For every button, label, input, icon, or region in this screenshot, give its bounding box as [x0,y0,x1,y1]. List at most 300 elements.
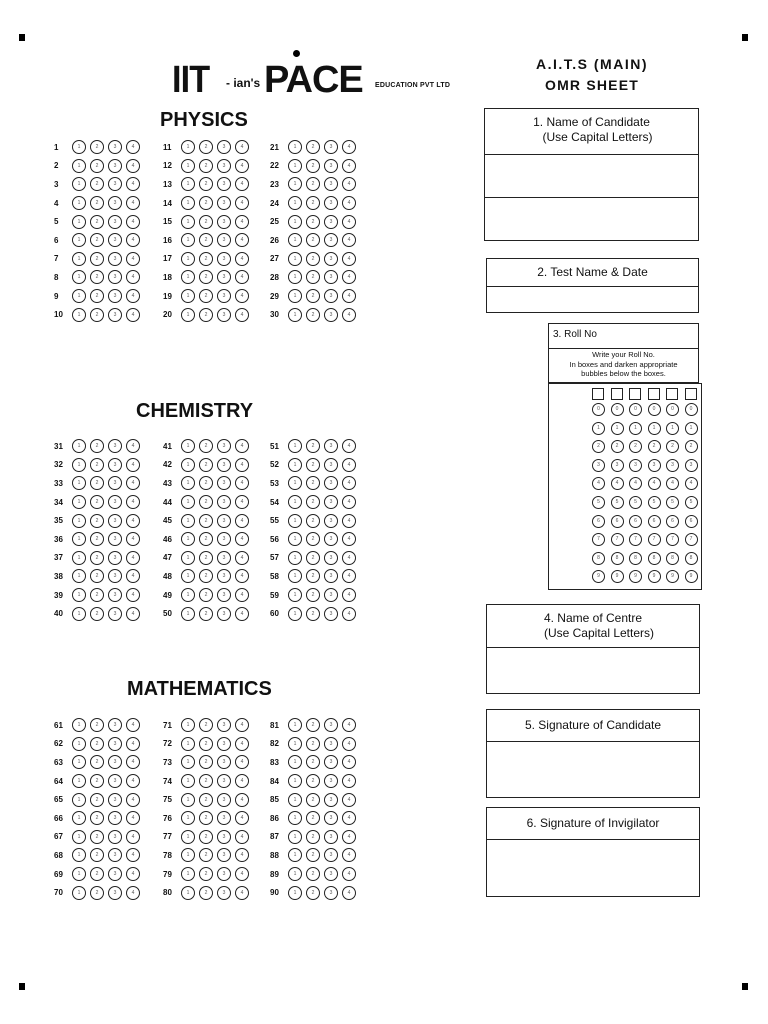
answer-bubble[interactable]: 3 [324,774,338,788]
answer-bubble[interactable]: 1 [288,848,302,862]
answer-bubble[interactable]: 4 [342,514,356,528]
answer-bubble[interactable]: 4 [342,196,356,210]
answer-bubble[interactable]: 1 [72,607,86,621]
answer-bubble[interactable]: 3 [324,270,338,284]
roll-no-digit-bubble[interactable]: 2 [685,440,698,453]
answer-bubble[interactable]: 2 [306,551,320,565]
answer-bubble[interactable]: 2 [199,737,213,751]
answer-bubble[interactable]: 2 [306,458,320,472]
answer-bubble[interactable]: 1 [72,569,86,583]
answer-bubble[interactable]: 3 [217,886,231,900]
candidate-name-line2-field[interactable] [485,198,698,240]
answer-bubble[interactable]: 3 [108,514,122,528]
roll-no-digit-bubble[interactable]: 3 [648,459,661,472]
answer-bubble[interactable]: 2 [199,458,213,472]
answer-bubble[interactable]: 3 [108,177,122,191]
answer-bubble[interactable]: 2 [306,830,320,844]
answer-bubble[interactable]: 2 [199,177,213,191]
answer-bubble[interactable]: 2 [306,476,320,490]
roll-no-digit-bubble[interactable]: 4 [629,477,642,490]
answer-bubble[interactable]: 3 [324,233,338,247]
roll-no-digit-bubble[interactable]: 2 [629,440,642,453]
answer-bubble[interactable]: 4 [342,532,356,546]
answer-bubble[interactable]: 2 [90,793,104,807]
answer-bubble[interactable]: 1 [181,458,195,472]
roll-no-digit-bubble[interactable]: 9 [592,570,605,583]
answer-bubble[interactable]: 3 [324,830,338,844]
roll-no-digit-bubble[interactable]: 7 [611,533,624,546]
roll-no-digit-bubble[interactable]: 0 [685,403,698,416]
roll-no-digit-bubble[interactable]: 1 [648,422,661,435]
answer-bubble[interactable]: 3 [108,159,122,173]
answer-bubble[interactable]: 3 [108,588,122,602]
answer-bubble[interactable]: 4 [342,830,356,844]
answer-bubble[interactable]: 3 [217,848,231,862]
answer-bubble[interactable]: 1 [72,811,86,825]
answer-bubble[interactable]: 4 [126,289,140,303]
answer-bubble[interactable]: 2 [199,215,213,229]
answer-bubble[interactable]: 4 [126,308,140,322]
answer-bubble[interactable]: 3 [108,495,122,509]
answer-bubble[interactable]: 4 [342,177,356,191]
answer-bubble[interactable]: 4 [235,569,249,583]
answer-bubble[interactable]: 3 [217,811,231,825]
answer-bubble[interactable]: 2 [306,495,320,509]
answer-bubble[interactable]: 2 [90,458,104,472]
answer-bubble[interactable]: 1 [72,495,86,509]
answer-bubble[interactable]: 3 [108,848,122,862]
answer-bubble[interactable]: 2 [90,588,104,602]
answer-bubble[interactable]: 2 [199,233,213,247]
answer-bubble[interactable]: 4 [342,551,356,565]
roll-no-digit-bubble[interactable]: 8 [592,552,605,565]
answer-bubble[interactable]: 4 [342,140,356,154]
answer-bubble[interactable]: 3 [324,177,338,191]
answer-bubble[interactable]: 2 [199,830,213,844]
answer-bubble[interactable]: 1 [181,569,195,583]
answer-bubble[interactable]: 4 [235,830,249,844]
answer-bubble[interactable]: 4 [342,607,356,621]
answer-bubble[interactable]: 4 [235,774,249,788]
roll-no-digit-bubble[interactable]: 5 [592,496,605,509]
answer-bubble[interactable]: 2 [199,308,213,322]
answer-bubble[interactable]: 3 [108,196,122,210]
answer-bubble[interactable]: 3 [108,476,122,490]
answer-bubble[interactable]: 4 [342,252,356,266]
answer-bubble[interactable]: 2 [306,215,320,229]
answer-bubble[interactable]: 4 [342,233,356,247]
answer-bubble[interactable]: 2 [306,289,320,303]
answer-bubble[interactable]: 4 [235,811,249,825]
answer-bubble[interactable]: 1 [288,607,302,621]
answer-bubble[interactable]: 2 [199,551,213,565]
roll-no-digit-bubble[interactable]: 0 [666,403,679,416]
answer-bubble[interactable]: 3 [108,439,122,453]
roll-no-digit-bubble[interactable]: 6 [648,515,661,528]
answer-bubble[interactable]: 1 [181,215,195,229]
answer-bubble[interactable]: 3 [324,607,338,621]
answer-bubble[interactable]: 2 [306,718,320,732]
answer-bubble[interactable]: 4 [342,867,356,881]
roll-no-digit-box[interactable] [648,388,660,400]
answer-bubble[interactable]: 4 [126,811,140,825]
answer-bubble[interactable]: 3 [324,495,338,509]
answer-bubble[interactable]: 4 [235,495,249,509]
answer-bubble[interactable]: 2 [306,607,320,621]
answer-bubble[interactable]: 3 [217,252,231,266]
roll-no-digit-bubble[interactable]: 5 [611,496,624,509]
answer-bubble[interactable]: 3 [217,737,231,751]
answer-bubble[interactable]: 1 [288,458,302,472]
roll-no-digit-bubble[interactable]: 3 [685,459,698,472]
answer-bubble[interactable]: 3 [217,532,231,546]
answer-bubble[interactable]: 2 [306,196,320,210]
answer-bubble[interactable]: 3 [324,140,338,154]
answer-bubble[interactable]: 1 [72,867,86,881]
roll-no-digit-box[interactable] [592,388,604,400]
answer-bubble[interactable]: 3 [108,867,122,881]
answer-bubble[interactable]: 4 [126,476,140,490]
answer-bubble[interactable]: 3 [324,737,338,751]
answer-bubble[interactable]: 4 [235,196,249,210]
answer-bubble[interactable]: 4 [126,755,140,769]
answer-bubble[interactable]: 1 [181,514,195,528]
roll-no-digit-bubble[interactable]: 1 [592,422,605,435]
roll-no-digit-bubble[interactable]: 0 [648,403,661,416]
answer-bubble[interactable]: 4 [342,793,356,807]
answer-bubble[interactable]: 4 [235,270,249,284]
answer-bubble[interactable]: 4 [126,215,140,229]
answer-bubble[interactable]: 4 [342,737,356,751]
answer-bubble[interactable]: 4 [126,532,140,546]
answer-bubble[interactable]: 3 [217,551,231,565]
candidate-name-line1-field[interactable] [485,155,698,197]
answer-bubble[interactable]: 1 [181,793,195,807]
answer-bubble[interactable]: 3 [324,159,338,173]
roll-no-digit-bubble[interactable]: 0 [611,403,624,416]
answer-bubble[interactable]: 4 [235,793,249,807]
answer-bubble[interactable]: 4 [126,718,140,732]
answer-bubble[interactable]: 1 [288,811,302,825]
answer-bubble[interactable]: 1 [181,811,195,825]
answer-bubble[interactable]: 4 [235,551,249,565]
answer-bubble[interactable]: 3 [108,233,122,247]
answer-bubble[interactable]: 3 [108,793,122,807]
roll-no-digit-bubble[interactable]: 2 [666,440,679,453]
answer-bubble[interactable]: 2 [90,495,104,509]
answer-bubble[interactable]: 4 [342,718,356,732]
answer-bubble[interactable]: 2 [306,588,320,602]
answer-bubble[interactable]: 2 [306,848,320,862]
answer-bubble[interactable]: 1 [181,252,195,266]
roll-no-digit-bubble[interactable]: 3 [611,459,624,472]
answer-bubble[interactable]: 1 [72,439,86,453]
answer-bubble[interactable]: 3 [324,289,338,303]
answer-bubble[interactable]: 3 [217,159,231,173]
answer-bubble[interactable]: 1 [72,737,86,751]
answer-bubble[interactable]: 1 [72,476,86,490]
answer-bubble[interactable]: 1 [181,830,195,844]
answer-bubble[interactable]: 2 [90,848,104,862]
answer-bubble[interactable]: 4 [126,514,140,528]
answer-bubble[interactable]: 3 [324,476,338,490]
roll-no-digit-bubble[interactable]: 3 [666,459,679,472]
roll-no-digit-bubble[interactable]: 8 [611,552,624,565]
answer-bubble[interactable]: 2 [306,793,320,807]
answer-bubble[interactable]: 2 [90,569,104,583]
answer-bubble[interactable]: 3 [108,774,122,788]
answer-bubble[interactable]: 1 [288,793,302,807]
answer-bubble[interactable]: 1 [288,289,302,303]
answer-bubble[interactable]: 4 [126,495,140,509]
answer-bubble[interactable]: 2 [306,252,320,266]
answer-bubble[interactable]: 2 [306,867,320,881]
answer-bubble[interactable]: 3 [217,270,231,284]
answer-bubble[interactable]: 1 [72,252,86,266]
answer-bubble[interactable]: 1 [288,140,302,154]
roll-no-digit-bubble[interactable]: 2 [611,440,624,453]
answer-bubble[interactable]: 4 [235,140,249,154]
answer-bubble[interactable]: 4 [126,848,140,862]
answer-bubble[interactable]: 4 [342,458,356,472]
answer-bubble[interactable]: 3 [217,215,231,229]
answer-bubble[interactable]: 2 [90,514,104,528]
answer-bubble[interactable]: 1 [72,233,86,247]
answer-bubble[interactable]: 4 [235,289,249,303]
answer-bubble[interactable]: 3 [217,289,231,303]
candidate-signature-field[interactable] [487,742,699,797]
answer-bubble[interactable]: 4 [235,755,249,769]
roll-no-digit-bubble[interactable]: 0 [629,403,642,416]
answer-bubble[interactable]: 1 [72,177,86,191]
roll-no-digit-bubble[interactable]: 9 [611,570,624,583]
answer-bubble[interactable]: 4 [235,215,249,229]
answer-bubble[interactable]: 2 [306,811,320,825]
answer-bubble[interactable]: 4 [126,588,140,602]
answer-bubble[interactable]: 1 [288,737,302,751]
answer-bubble[interactable]: 2 [90,159,104,173]
answer-bubble[interactable]: 2 [199,439,213,453]
answer-bubble[interactable]: 1 [72,848,86,862]
answer-bubble[interactable]: 1 [288,215,302,229]
answer-bubble[interactable]: 3 [108,551,122,565]
answer-bubble[interactable]: 4 [342,495,356,509]
answer-bubble[interactable]: 4 [126,270,140,284]
roll-no-digit-bubble[interactable]: 3 [592,459,605,472]
roll-no-digit-bubble[interactable]: 6 [611,515,624,528]
answer-bubble[interactable]: 4 [342,476,356,490]
answer-bubble[interactable]: 3 [324,215,338,229]
answer-bubble[interactable]: 1 [181,588,195,602]
roll-no-digit-bubble[interactable]: 9 [666,570,679,583]
answer-bubble[interactable]: 2 [306,270,320,284]
roll-no-digit-box[interactable] [611,388,623,400]
answer-bubble[interactable]: 2 [199,755,213,769]
answer-bubble[interactable]: 3 [324,848,338,862]
answer-bubble[interactable]: 4 [235,532,249,546]
answer-bubble[interactable]: 2 [90,439,104,453]
answer-bubble[interactable]: 4 [126,252,140,266]
answer-bubble[interactable]: 1 [288,233,302,247]
roll-no-digit-bubble[interactable]: 7 [648,533,661,546]
answer-bubble[interactable]: 2 [90,252,104,266]
answer-bubble[interactable]: 1 [181,532,195,546]
answer-bubble[interactable]: 1 [72,140,86,154]
answer-bubble[interactable]: 4 [342,588,356,602]
answer-bubble[interactable]: 3 [324,196,338,210]
roll-no-digit-bubble[interactable]: 5 [648,496,661,509]
answer-bubble[interactable]: 2 [90,476,104,490]
answer-bubble[interactable]: 3 [324,532,338,546]
answer-bubble[interactable]: 4 [126,177,140,191]
answer-bubble[interactable]: 4 [126,551,140,565]
roll-no-digit-bubble[interactable]: 5 [685,496,698,509]
roll-no-digit-bubble[interactable]: 6 [685,515,698,528]
answer-bubble[interactable]: 1 [72,718,86,732]
answer-bubble[interactable]: 1 [72,289,86,303]
answer-bubble[interactable]: 1 [72,551,86,565]
answer-bubble[interactable]: 1 [288,495,302,509]
answer-bubble[interactable]: 4 [342,886,356,900]
answer-bubble[interactable]: 3 [108,252,122,266]
answer-bubble[interactable]: 1 [288,886,302,900]
answer-bubble[interactable]: 4 [126,607,140,621]
answer-bubble[interactable]: 4 [126,159,140,173]
answer-bubble[interactable]: 1 [72,886,86,900]
answer-bubble[interactable]: 3 [324,793,338,807]
roll-no-digit-bubble[interactable]: 7 [592,533,605,546]
roll-no-digit-bubble[interactable]: 7 [666,533,679,546]
answer-bubble[interactable]: 3 [108,886,122,900]
answer-bubble[interactable]: 2 [199,811,213,825]
answer-bubble[interactable]: 2 [90,737,104,751]
answer-bubble[interactable]: 1 [288,569,302,583]
answer-bubble[interactable]: 1 [181,718,195,732]
answer-bubble[interactable]: 1 [181,308,195,322]
answer-bubble[interactable]: 2 [90,774,104,788]
roll-no-digit-box[interactable] [629,388,641,400]
roll-no-digit-bubble[interactable]: 2 [592,440,605,453]
answer-bubble[interactable]: 3 [217,793,231,807]
roll-no-digit-bubble[interactable]: 6 [666,515,679,528]
roll-no-digit-bubble[interactable]: 2 [648,440,661,453]
answer-bubble[interactable]: 1 [288,177,302,191]
answer-bubble[interactable]: 2 [90,177,104,191]
answer-bubble[interactable]: 1 [72,793,86,807]
answer-bubble[interactable]: 2 [199,476,213,490]
answer-bubble[interactable]: 2 [90,551,104,565]
answer-bubble[interactable]: 1 [288,774,302,788]
answer-bubble[interactable]: 1 [181,848,195,862]
answer-bubble[interactable]: 2 [199,289,213,303]
answer-bubble[interactable]: 4 [342,569,356,583]
roll-no-digit-bubble[interactable]: 9 [685,570,698,583]
answer-bubble[interactable]: 3 [324,867,338,881]
answer-bubble[interactable]: 1 [181,867,195,881]
answer-bubble[interactable]: 3 [324,886,338,900]
answer-bubble[interactable]: 2 [90,532,104,546]
answer-bubble[interactable]: 4 [235,177,249,191]
answer-bubble[interactable]: 2 [90,867,104,881]
answer-bubble[interactable]: 2 [90,215,104,229]
answer-bubble[interactable]: 2 [199,718,213,732]
answer-bubble[interactable]: 4 [342,439,356,453]
answer-bubble[interactable]: 3 [108,569,122,583]
answer-bubble[interactable]: 1 [288,252,302,266]
answer-bubble[interactable]: 2 [306,308,320,322]
answer-bubble[interactable]: 3 [217,514,231,528]
answer-bubble[interactable]: 3 [324,718,338,732]
answer-bubble[interactable]: 1 [72,270,86,284]
answer-bubble[interactable]: 3 [217,439,231,453]
answer-bubble[interactable]: 1 [288,514,302,528]
answer-bubble[interactable]: 4 [342,215,356,229]
answer-bubble[interactable]: 1 [288,532,302,546]
answer-bubble[interactable]: 4 [235,439,249,453]
test-name-field[interactable] [487,287,698,313]
answer-bubble[interactable]: 4 [235,252,249,266]
answer-bubble[interactable]: 4 [342,755,356,769]
answer-bubble[interactable]: 3 [217,476,231,490]
answer-bubble[interactable]: 4 [235,159,249,173]
answer-bubble[interactable]: 3 [217,308,231,322]
answer-bubble[interactable]: 2 [306,569,320,583]
answer-bubble[interactable]: 3 [217,607,231,621]
roll-no-digit-bubble[interactable]: 5 [666,496,679,509]
answer-bubble[interactable]: 3 [324,252,338,266]
answer-bubble[interactable]: 3 [108,289,122,303]
answer-bubble[interactable]: 4 [342,848,356,862]
answer-bubble[interactable]: 1 [181,476,195,490]
answer-bubble[interactable]: 1 [288,308,302,322]
answer-bubble[interactable]: 2 [90,718,104,732]
answer-bubble[interactable]: 4 [126,140,140,154]
answer-bubble[interactable]: 4 [342,270,356,284]
answer-bubble[interactable]: 3 [217,233,231,247]
answer-bubble[interactable]: 1 [72,458,86,472]
answer-bubble[interactable]: 2 [90,270,104,284]
roll-no-digit-bubble[interactable]: 1 [629,422,642,435]
answer-bubble[interactable]: 3 [217,718,231,732]
answer-bubble[interactable]: 1 [181,755,195,769]
answer-bubble[interactable]: 1 [181,886,195,900]
roll-no-digit-box[interactable] [685,388,697,400]
roll-no-digit-bubble[interactable]: 4 [666,477,679,490]
answer-bubble[interactable]: 2 [306,514,320,528]
answer-bubble[interactable]: 3 [217,569,231,583]
answer-bubble[interactable]: 3 [108,308,122,322]
answer-bubble[interactable]: 2 [90,755,104,769]
answer-bubble[interactable]: 3 [217,140,231,154]
answer-bubble[interactable]: 3 [324,514,338,528]
answer-bubble[interactable]: 4 [342,308,356,322]
answer-bubble[interactable]: 4 [342,289,356,303]
answer-bubble[interactable]: 3 [324,588,338,602]
answer-bubble[interactable]: 1 [181,774,195,788]
answer-bubble[interactable]: 4 [126,793,140,807]
answer-bubble[interactable]: 2 [90,830,104,844]
answer-bubble[interactable]: 3 [324,308,338,322]
answer-bubble[interactable]: 4 [235,233,249,247]
answer-bubble[interactable]: 1 [288,867,302,881]
answer-bubble[interactable]: 2 [90,886,104,900]
answer-bubble[interactable]: 2 [199,270,213,284]
answer-bubble[interactable]: 3 [108,458,122,472]
answer-bubble[interactable]: 4 [342,159,356,173]
answer-bubble[interactable]: 1 [288,270,302,284]
answer-bubble[interactable]: 3 [108,215,122,229]
centre-name-field[interactable] [487,648,699,693]
